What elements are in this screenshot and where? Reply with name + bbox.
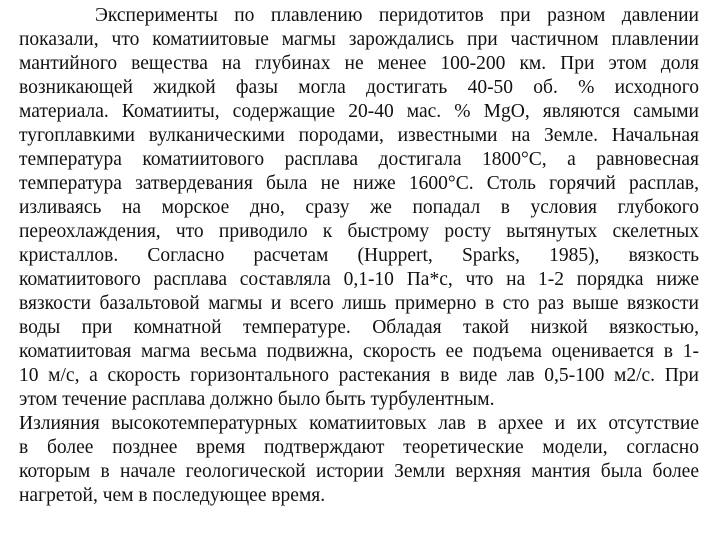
text-line: переохлаждения, что приводило к быстрому росту вытянутых скелетных [19,221,699,242]
text-line: коматиитового расплава составляла 0,1-10 Па*с, что на 1-2 порядка ниже [19,269,699,290]
text-line: Излияния высокотемпературных коматиитовых лав в архее и их отсутствие [19,413,699,434]
text-line: вязкости базальтовой магмы и всего лишь примерно в сто раз выше вязкости [19,293,699,314]
text-line: кристаллов. Согласно расчетам (Huppert, Sparks, 1985), вязкость [19,245,699,266]
text-line: тугоплавкими вулканическими породами, известными на Земле. Начальная [19,125,699,146]
text-line: температура коматиитового расплава достигала 1800°С, а равновесная [19,149,699,170]
document-body [19,4,699,536]
text-line: мантийного вещества на глубинах не менее 100-200 км. При этом доля [19,53,699,74]
text-line: 10 м/с, а скорость горизонтального растекания в виде лав 0,5-100 м2/с. При [19,365,699,386]
text-line: изливаясь на морское дно, сразу же попадал в условия глубокого [19,197,699,218]
text-line: этом течение расплава должно было быть турбулентным. [19,389,495,410]
text-line: температура затвердевания была не ниже 1600°С. Столь горячий расплав, [19,173,699,194]
text-line: показали, что коматиитовые магмы зарождались при частичном плавлении [19,29,699,50]
text-line: которым в начале геологической истории Земли верхняя мантия была более [19,461,699,482]
text-line: материала. Коматииты, содержащие 20-40 мас. % MgO, являются самыми [19,101,699,122]
text-line: нагретой, чем в последующее время. [19,485,326,506]
text-line: коматиитовая магма весьма подвижна, скорость ее подъема оценивается в 1- [19,341,699,362]
text-line: воды при комнатной температуре. Обладая такой низкой вязкостью, [19,317,699,338]
text-line: Эксперименты по плавлению перидотитов при разном давлении [95,5,699,26]
text-line: в более позднее время подтверждают теоретические модели, согласно [19,437,699,458]
text-line: возникающей жидкой фазы могла достигать 40-50 об. % исходного [19,77,699,98]
